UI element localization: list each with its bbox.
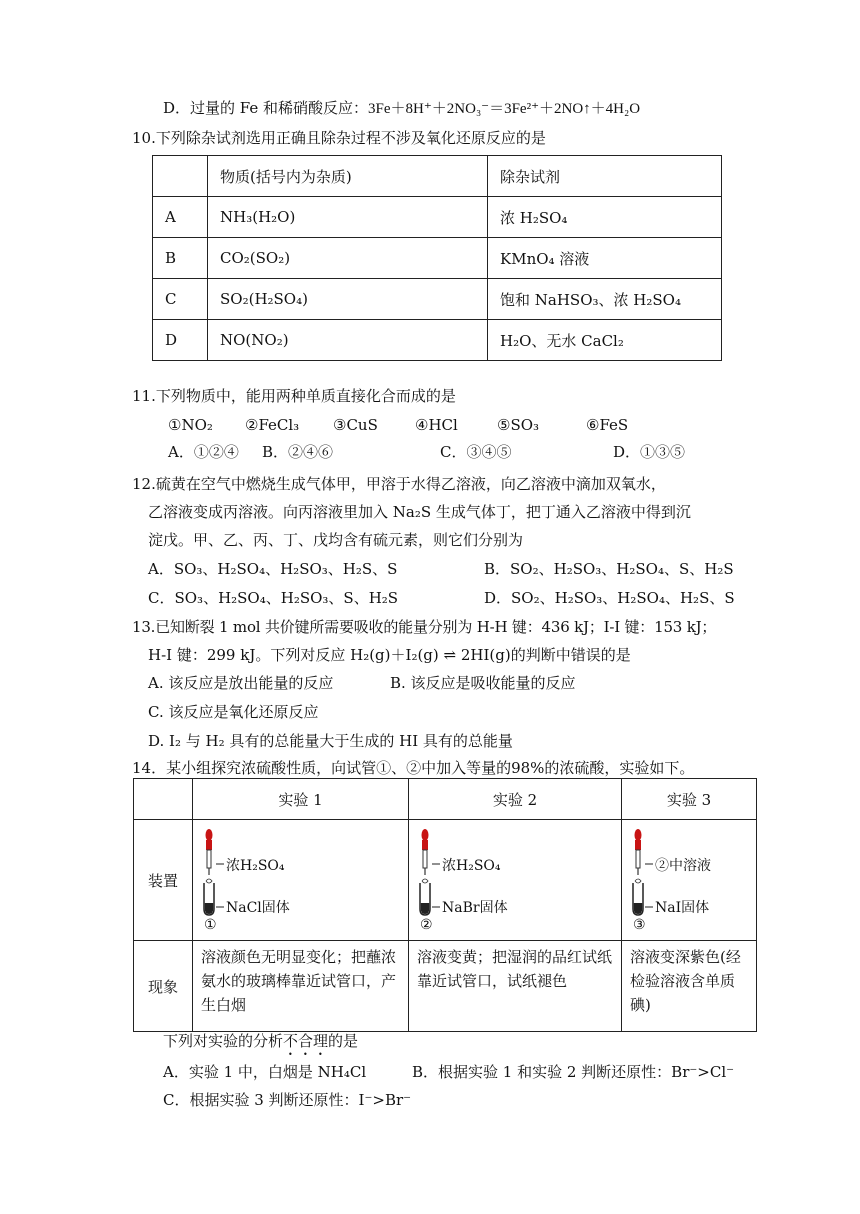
q11-item: ⑤SO₃: [497, 416, 540, 434]
q14-question: [163, 1031, 358, 1059]
q12-option-d: D．SO₂、H₂SO₃、H₂SO₄、H₂S、S: [484, 589, 735, 607]
table-cell-substance: SO₂(H₂SO₄): [208, 279, 488, 320]
table-header-cell: [134, 779, 193, 820]
q12-stem-line1: 12.硫黄在空气中燃烧生成气体甲，甲溶于水得乙溶液，向乙溶液中滴加双氧水，: [132, 475, 666, 493]
q14-question-emphasis: 不合理: [283, 1032, 329, 1050]
table-cell-label: A: [153, 197, 208, 238]
q11-option-d: D．①③⑤: [613, 443, 686, 461]
tube-number: ②: [420, 917, 433, 933]
table-row: [153, 320, 722, 361]
table-row: [134, 820, 757, 941]
q9-option-d: [163, 98, 640, 119]
table-cell-reagent: KMnO₄ 溶液: [488, 238, 722, 279]
reagent-label-bottom: NaBr固体: [442, 900, 508, 916]
table-cell-substance: NO(NO₂): [208, 320, 488, 361]
q9-option-d-prefix: D．过量的 Fe 和稀硝酸反应：: [163, 99, 369, 117]
apparatus-cell: [622, 820, 757, 941]
table-row: [134, 941, 757, 1032]
q14-question-pre: 下列对实验的分析: [163, 1032, 284, 1050]
q14-option-c: C．根据实验 3 判断还原性：I⁻>Br⁻: [163, 1091, 412, 1109]
q11-option-a: A．①②④: [168, 443, 239, 461]
table-cell-substance: NH₃(H₂O): [208, 197, 488, 238]
tube-number: ①: [204, 917, 217, 933]
table-header-cell: 实验 2: [409, 779, 622, 820]
q11-option-b: B．②④⑥: [262, 443, 334, 461]
phenomenon-cell: 溶液变深紫色(经检验溶液含单质碘): [622, 941, 757, 1032]
q12-option-c: C．SO₃、H₂SO₄、H₂SO₃、S、H₂S: [148, 589, 399, 607]
table-header-cell: 物质(括号内为杂质): [208, 156, 488, 197]
table-header-cell: 除杂试剂: [488, 156, 722, 197]
table-row: [153, 156, 722, 197]
table-cell-label: B: [153, 238, 208, 279]
q13-option-b: B. 该反应是吸收能量的反应: [390, 674, 576, 692]
table-row: [134, 779, 757, 820]
q13-option-c: C. 该反应是氧化还原反应: [148, 703, 319, 721]
q13-option-d: D. I₂ 与 H₂ 具有的总能量大于生成的 HI 具有的总能量: [148, 732, 513, 750]
q11-stem: 11.下列物质中，能用两种单质直接化合而成的是: [132, 387, 456, 405]
row-label-phenomenon: 现象: [134, 941, 193, 1032]
q11-item: ①NO₂: [168, 416, 213, 434]
table-cell-reagent: 饱和 NaHSO₃、浓 H₂SO₄: [488, 279, 722, 320]
q14-stem: 14．某小组探究浓硫酸性质，向试管①、②中加入等量的98%的浓硫酸，实验如下。: [132, 759, 695, 777]
q13-stem-line1: 13.已知断裂 1 mol 共价键所需要吸收的能量分别为 H-H 键：436 kJ；I-I 键：153 kJ；: [132, 618, 717, 636]
reagent-label-top: ②中溶液: [655, 858, 711, 874]
apparatus-cell: [193, 820, 409, 941]
reagent-label-top: 浓H₂SO₄: [442, 858, 501, 874]
table-row: [153, 279, 722, 320]
q12-option-a: A．SO₃、H₂SO₄、H₂SO₃、H₂S、S: [148, 560, 398, 578]
reagent-label-bottom: NaI固体: [655, 900, 710, 916]
table-cell-substance: CO₂(SO₂): [208, 238, 488, 279]
table-cell-label: D: [153, 320, 208, 361]
q11-option-c: C．③④⑤: [440, 443, 512, 461]
q11-item: ④HCl: [415, 416, 458, 434]
q10-stem: 10.下列除杂试剂选用正确且除杂过程不涉及氧化还原反应的是: [132, 129, 546, 147]
phenomenon-cell: 溶液颜色无明显变化；把蘸浓氨水的玻璃棒靠近试管口，产生白烟: [193, 941, 409, 1032]
table-header-cell: 实验 3: [622, 779, 757, 820]
table-header-cell: [153, 156, 208, 197]
q11-item: ②FeCl₃: [245, 416, 300, 434]
q12-stem-line2: 乙溶液变成丙溶液。向丙溶液里加入 Na₂S 生成气体丁，把丁通入乙溶液中得到沉: [148, 503, 691, 521]
q11-item: ⑥FeS: [586, 416, 629, 434]
q9-option-d-equation: 3Fe＋8H⁺＋2NO₃⁻＝3Fe²⁺＋2NO↑＋4H₂O: [368, 101, 641, 117]
reagent-label-top: 浓H₂SO₄: [226, 858, 285, 874]
apparatus-cell: [409, 820, 622, 941]
table-cell-reagent: 浓 H₂SO₄: [488, 197, 722, 238]
reagent-label-bottom: NaCl固体: [226, 900, 290, 916]
q13-stem-line2: H-I 键：299 kJ。下列对反应 H₂(g)＋I₂(g) ⇌ 2HI(g)的判断中错误的是: [148, 646, 631, 664]
tube-number: ③: [633, 917, 646, 933]
q12-stem-line3: 淀戊。甲、乙、丙、丁、戊均含有硫元素，则它们分别为: [148, 531, 524, 549]
q14-table: [133, 778, 757, 1032]
q13-option-a: A. 该反应是放出能量的反应: [148, 674, 334, 692]
q12-option-b: B．SO₂、H₂SO₃、H₂SO₄、S、H₂S: [484, 560, 734, 578]
phenomenon-cell: 溶液变黄；把湿润的品红试纸靠近试管口，试纸褪色: [409, 941, 622, 1032]
table-header-cell: 实验 1: [193, 779, 409, 820]
q14-option-a: A．实验 1 中，白烟是 NH₄Cl: [163, 1063, 367, 1081]
table-row: [153, 197, 722, 238]
q11-item: ③CuS: [333, 416, 378, 434]
q10-table: [152, 155, 722, 361]
table-cell-label: C: [153, 279, 208, 320]
table-cell-reagent: H₂O、无水 CaCl₂: [488, 320, 722, 361]
q14-option-b: B．根据实验 1 和实验 2 判断还原性：Br⁻>Cl⁻: [412, 1063, 735, 1081]
q14-question-post: 的是: [328, 1032, 359, 1050]
table-row: [153, 238, 722, 279]
row-label-apparatus: 装置: [134, 820, 193, 941]
